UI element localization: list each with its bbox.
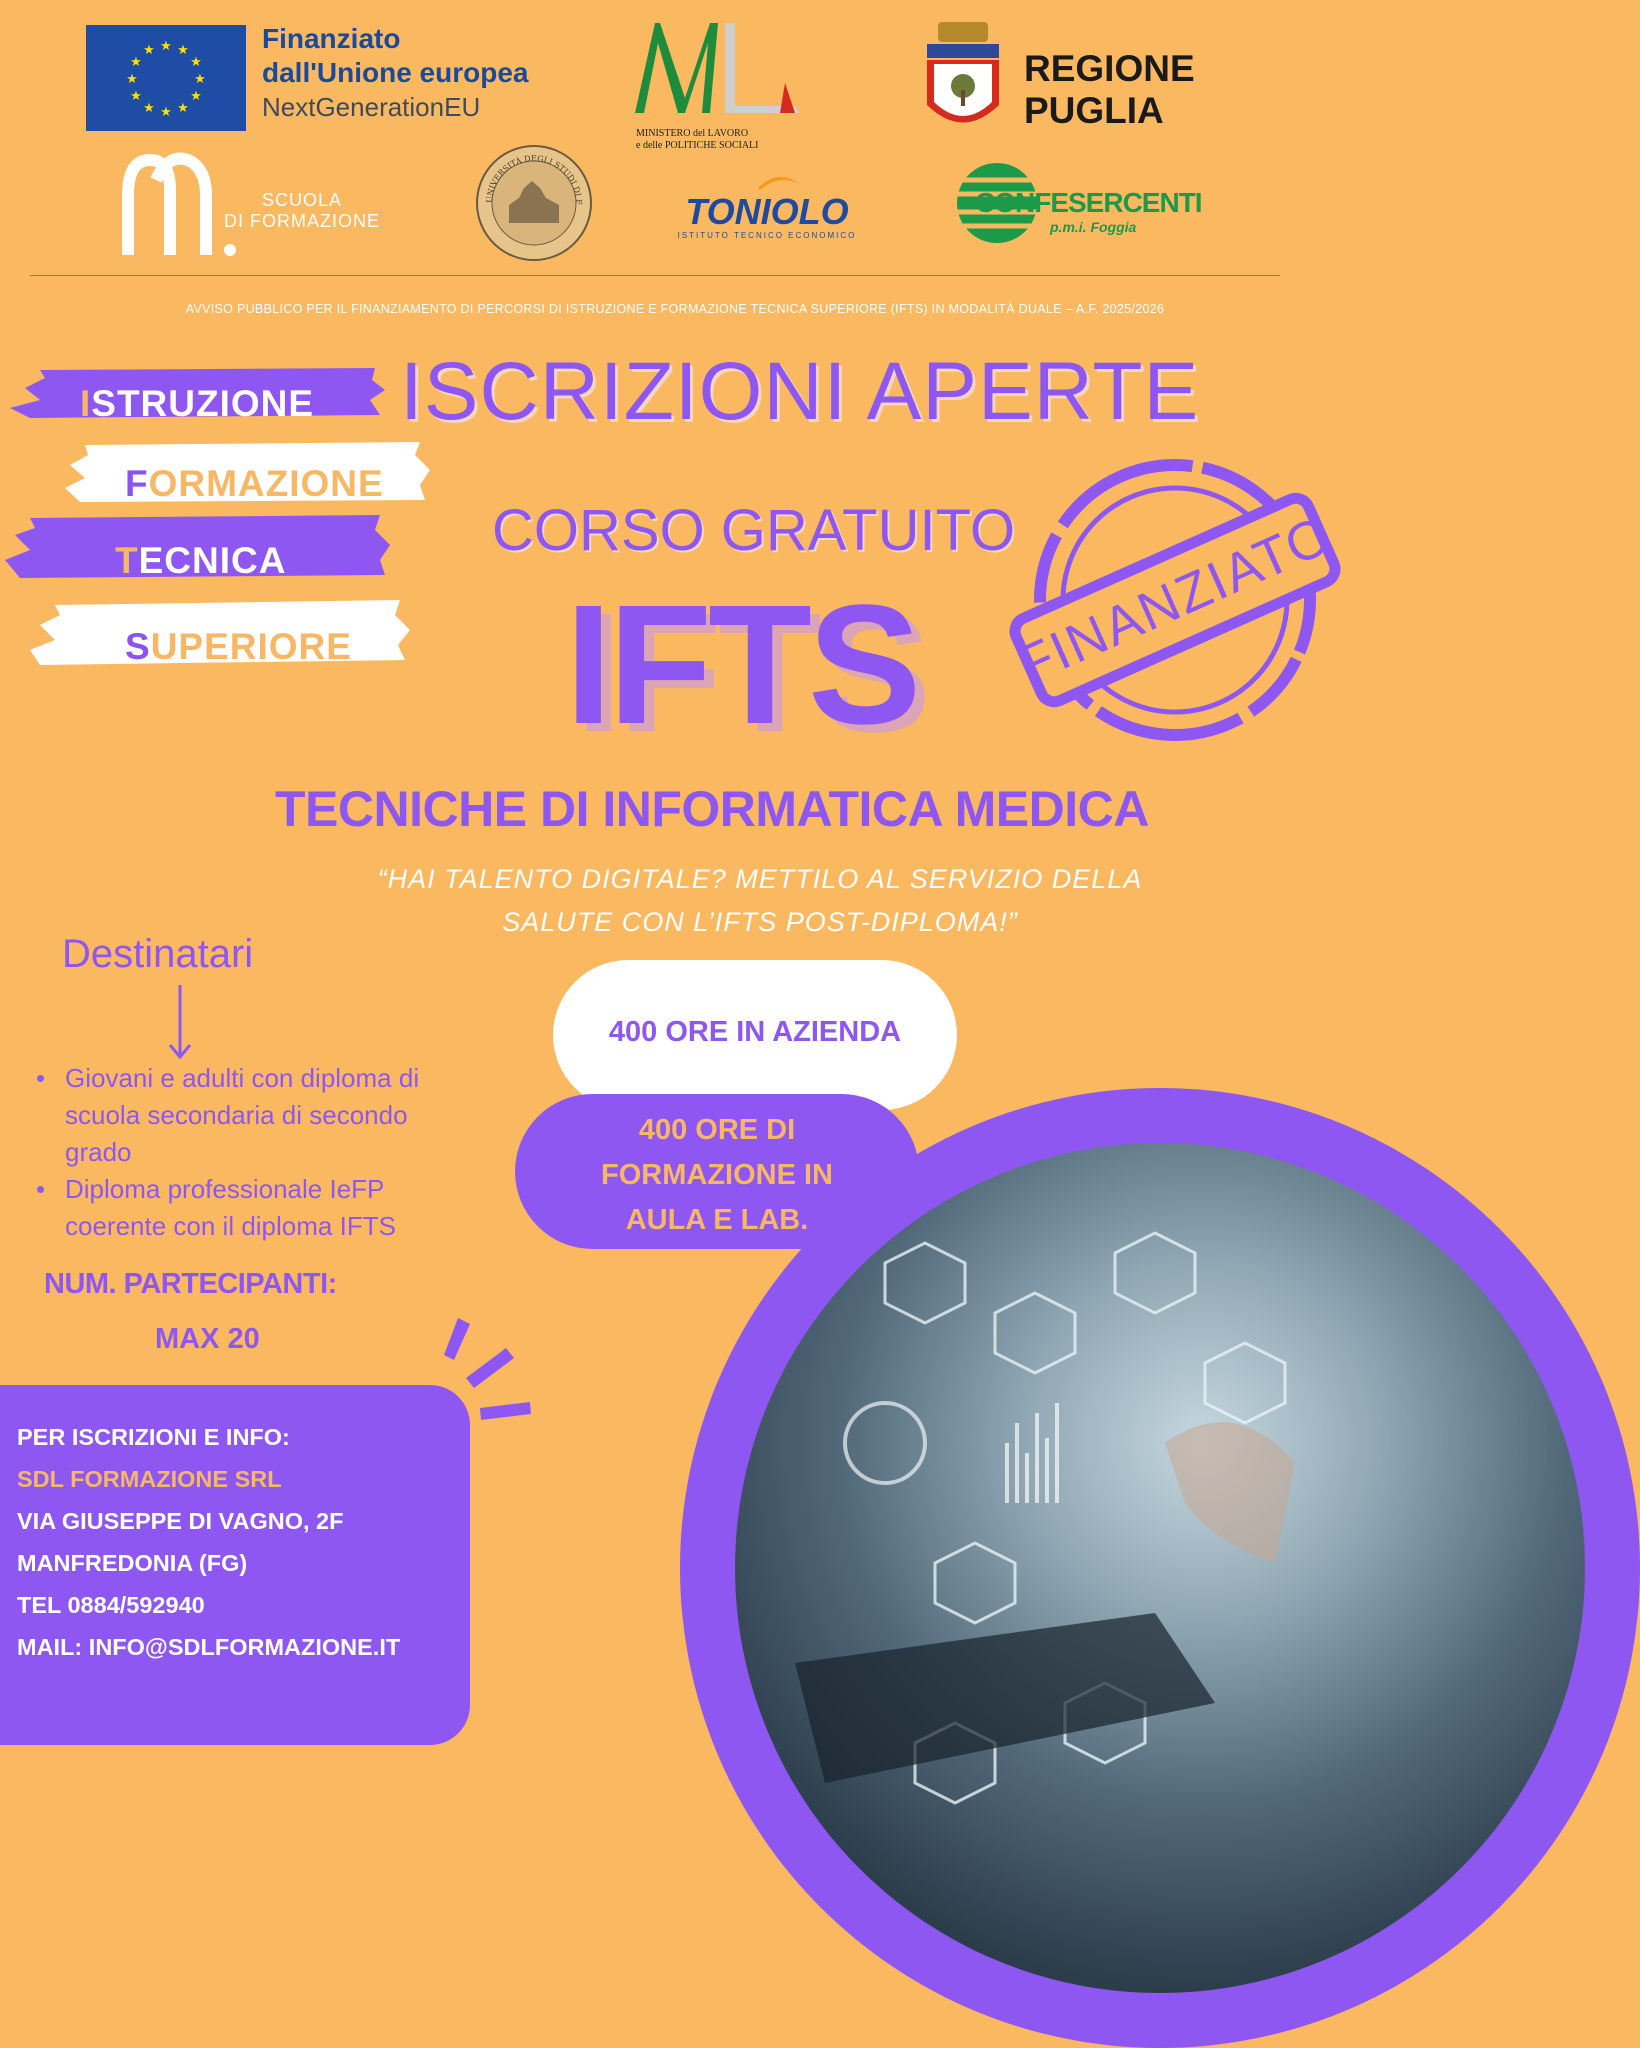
header-divider	[30, 275, 1280, 276]
word-tecnica-rest: ECNICA	[138, 540, 287, 581]
ministry-text	[636, 128, 806, 152]
hours-aula-line-2: FORMAZIONE IN	[601, 1159, 833, 1191]
word-formazione-initial: F	[125, 463, 149, 504]
word-tecnica	[115, 540, 286, 582]
quote-line-2: SALUTE CON L’IFTS POST-DIPLOMA!”	[502, 907, 1018, 937]
svg-text:★: ★	[143, 101, 155, 116]
scuola-line-2: DI FORMAZIONE	[224, 211, 380, 231]
word-istruzione-initial: I	[80, 383, 92, 424]
toniolo-logo	[648, 168, 886, 248]
contact-info	[17, 1416, 400, 1668]
hours-aula-text	[515, 1108, 919, 1243]
eu-flag-icon	[86, 25, 246, 131]
avviso-text: AVVISO PUBBLICO PER IL FINANZIAMENTO DI PERCORSI DI ISTRUZIONE E FORMAZIONE TECNICA SUPERIORE (IFTS) IN MODALITÀ DUALE – A.F. 2025/2026	[185, 302, 1165, 316]
medical-tech-photo	[735, 1143, 1585, 1993]
word-tecnica-initial: T	[115, 540, 139, 581]
confesercenti-name: CONFESERCENTI	[975, 187, 1202, 218]
ifts-big-title: IFTS	[565, 570, 918, 760]
svg-text:★: ★	[130, 89, 142, 104]
ministry-line-1: MINISTERO del LAVORO	[636, 128, 749, 139]
list-item: • Giovani e adulti con diploma di scuola secondaria di secondo grado	[32, 1060, 452, 1171]
stamp-text: FINANZIATO	[1009, 504, 1341, 696]
svg-text:★: ★	[190, 89, 202, 104]
contact-email: MAIL: INFO@SDLFORMAZIONE.IT	[17, 1634, 401, 1660]
svg-text:★: ★	[177, 43, 189, 58]
scuola-formazione-text	[224, 190, 380, 232]
eu-line-3: NextGenerationEU	[262, 92, 481, 122]
hours-aula-line-1: 400 ORE DI	[638, 1114, 796, 1146]
contact-address-2: MANFREDONIA (FG)	[17, 1550, 248, 1576]
destinatari-list	[32, 1060, 452, 1245]
contact-phone: TEL 0884/592940	[17, 1592, 205, 1618]
regione-line-1: REGIONE	[1024, 48, 1195, 89]
regione-line-2: PUGLIA	[1024, 90, 1164, 131]
word-istruzione	[80, 383, 314, 425]
confesercenti-logo	[955, 160, 1202, 246]
regione-puglia-text	[1024, 48, 1195, 132]
word-superiore-initial: S	[125, 626, 151, 667]
hours-aula-line-3: AULA E LAB.	[625, 1204, 809, 1236]
quote	[330, 858, 1190, 944]
toniolo-sub: ISTITUTO TECNICO ECONOMICO	[677, 231, 857, 240]
hours-azienda-text: 400 ORE IN AZIENDA	[608, 1016, 902, 1048]
svg-text:★: ★	[130, 55, 142, 70]
toniolo-name: TONIOLO	[685, 191, 849, 232]
course-title: TECNICHE DI INFORMATICA MEDICA	[275, 781, 1149, 837]
quote-line-1: “HAI TALENTO DIGITALE? METTILO AL SERVIZIO DELLA	[377, 864, 1143, 894]
scuola-line-1: SCUOLA	[261, 190, 343, 210]
subheadline: CORSO GRATUITO	[492, 498, 1016, 563]
svg-text:★: ★	[160, 39, 172, 54]
word-istruzione-rest: STRUZIONE	[91, 383, 315, 424]
contact-heading: PER ISCRIZIONI E INFO:	[17, 1424, 290, 1450]
list-item: • Diploma professionale IeFP coerente con il diploma IFTS	[32, 1171, 452, 1245]
svg-text:★: ★	[143, 43, 155, 58]
word-formazione-rest: ORMAZIONE	[148, 463, 384, 504]
svg-text:★: ★	[177, 101, 189, 116]
partecipanti-label: NUM. PARTECIPANTI:	[44, 1268, 337, 1300]
svg-text:★: ★	[194, 72, 206, 87]
finanziato-stamp	[1000, 440, 1360, 760]
partecipanti-value: MAX 20	[155, 1323, 260, 1355]
destinatari-title: Destinatari	[62, 932, 254, 976]
headline: ISCRIZIONI APERTE	[400, 346, 1200, 437]
university-seal-icon	[474, 143, 594, 263]
regione-puglia-crest-icon	[924, 20, 1002, 140]
eu-line-1: Finanziato	[262, 23, 401, 54]
university-seal-text: UNIVERSITÀ DEGLI STUDI DI F	[484, 153, 584, 205]
word-superiore-rest: UPERIORE	[150, 626, 352, 667]
word-superiore	[125, 626, 352, 668]
ministry-line-2: e delle POLITICHE SOCIALI	[636, 140, 759, 151]
arrow-down-icon	[168, 985, 192, 1060]
svg-text:★: ★	[190, 55, 202, 70]
eu-funding-text	[262, 22, 528, 124]
confesercenti-sub: p.m.i. Foggia	[1050, 219, 1137, 235]
svg-text:★: ★	[126, 72, 138, 87]
eu-line-2: dall'Unione europea	[262, 57, 529, 88]
contact-organization: SDL FORMAZIONE SRL	[17, 1466, 282, 1492]
svg-text:★: ★	[160, 105, 172, 120]
word-formazione	[125, 463, 384, 505]
contact-address-1: VIA GIUSEPPE DI VAGNO, 2F	[17, 1508, 344, 1534]
